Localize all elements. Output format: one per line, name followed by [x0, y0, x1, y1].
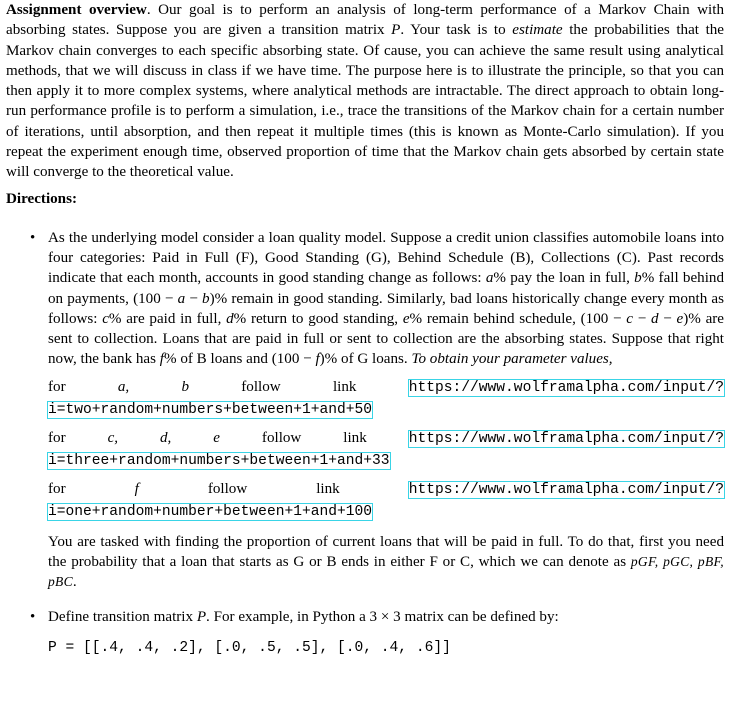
wolfram-link-ab[interactable]: https://www.wolframalpha.com/input/?i=two+random+numbers+between+1+and+50 — [48, 379, 724, 418]
overview-heading: Assignment overview — [6, 2, 147, 18]
loan-model-text: As the underlying model consider a loan quality model. Suppose a credit union classifies automobile loans into four categories: Paid in Full (F), Good Standing (G), Behind Schedule (B), Collections (C). Past records indicate that each month, accounts in good standing change as follows: a% pay the loan in full, b% fall behind on payments, (100 − a − b)% remain in good standing. Similarly, bad loans historically change every month as follows: c% are paid in full, d% return to good standing, e% remain behind schedule, (100 − c − d − e)% are sent to collection. Loans that are paid in full or sent to collection are the absorbing states. Suppose that right now, the bank has f% of B loans and (100 − f)% of G loans. To obtain your parameter values, — [48, 229, 724, 368]
link-line-ab: for a, b follow link https://www.wolframalpha.com/input/?i=two+random+numbers+between+1+and+50 — [48, 378, 724, 418]
wolfram-link-cde[interactable]: https://www.wolframalpha.com/input/?i=three+random+numbers+between+1+and+33 — [48, 430, 724, 469]
list-item-transition-matrix — [6, 607, 724, 658]
directions-heading: Directions: — [6, 190, 77, 207]
assignment-overview: Assignment overview. Our goal is to perform an analysis of long-term performance of a Markov Chain with absorbing states. Suppose you are given a transition matrix P. Your task is to estimate the probabilities that the Markov chain converges to each specific absorbing state. Of cause, you can achieve the same result using analytical methods, that we will discuss in class if we have time. The purpose here is to illustrate the principle, so that you can then apply it to more complex systems, where analytical methods are intractable. The direct approach to obtain long-run performance profile is to perform a simulation, i.e., trace the transitions of the Markov chain for a certain number of iterations, until absorption, and then repeat it multiple times (this is known as Monte-Carlo simulation). If you repeat the experiment enough time, observed proportion of time that the Markov chain gets absorbed by certain state will converge to the theoretical value. — [6, 2, 725, 181]
tasked-text: You are tasked with finding the proportion of current loans that will be paid in full. To do that, first you need the probability that a loan that starts as G or B ends in either F or C, which we can denote as pGF, pGC, pBF, pBC. — [48, 533, 724, 591]
directions-list — [6, 228, 724, 658]
probability-list: pGF, pGC, pBF, pBC — [48, 554, 724, 590]
wolfram-link-f[interactable]: https://www.wolframalpha.com/input/?i=one+random+number+between+1+and+100 — [48, 481, 724, 520]
transition-matrix-text: Define transition matrix P. For example, in Python a 3 × 3 matrix can be defined by: — [48, 608, 559, 625]
bullet-icon: • — [30, 229, 36, 246]
bullet-icon: • — [30, 608, 36, 625]
python-code-sample: P = [[.4, .4, .2], [.0, .5, .5], [.0, .4, .6]] — [48, 639, 451, 656]
list-item-loan-model — [6, 228, 724, 593]
link-line-cde: for c, d, e follow link https://www.wolframalpha.com/input/?i=three+random+numbers+between+1+and+33 — [48, 429, 724, 469]
link-line-f: for f follow link https://www.wolframalpha.com/input/?i=one+random+number+between+1+and+100 — [48, 480, 724, 520]
document-page — [6, 0, 724, 658]
